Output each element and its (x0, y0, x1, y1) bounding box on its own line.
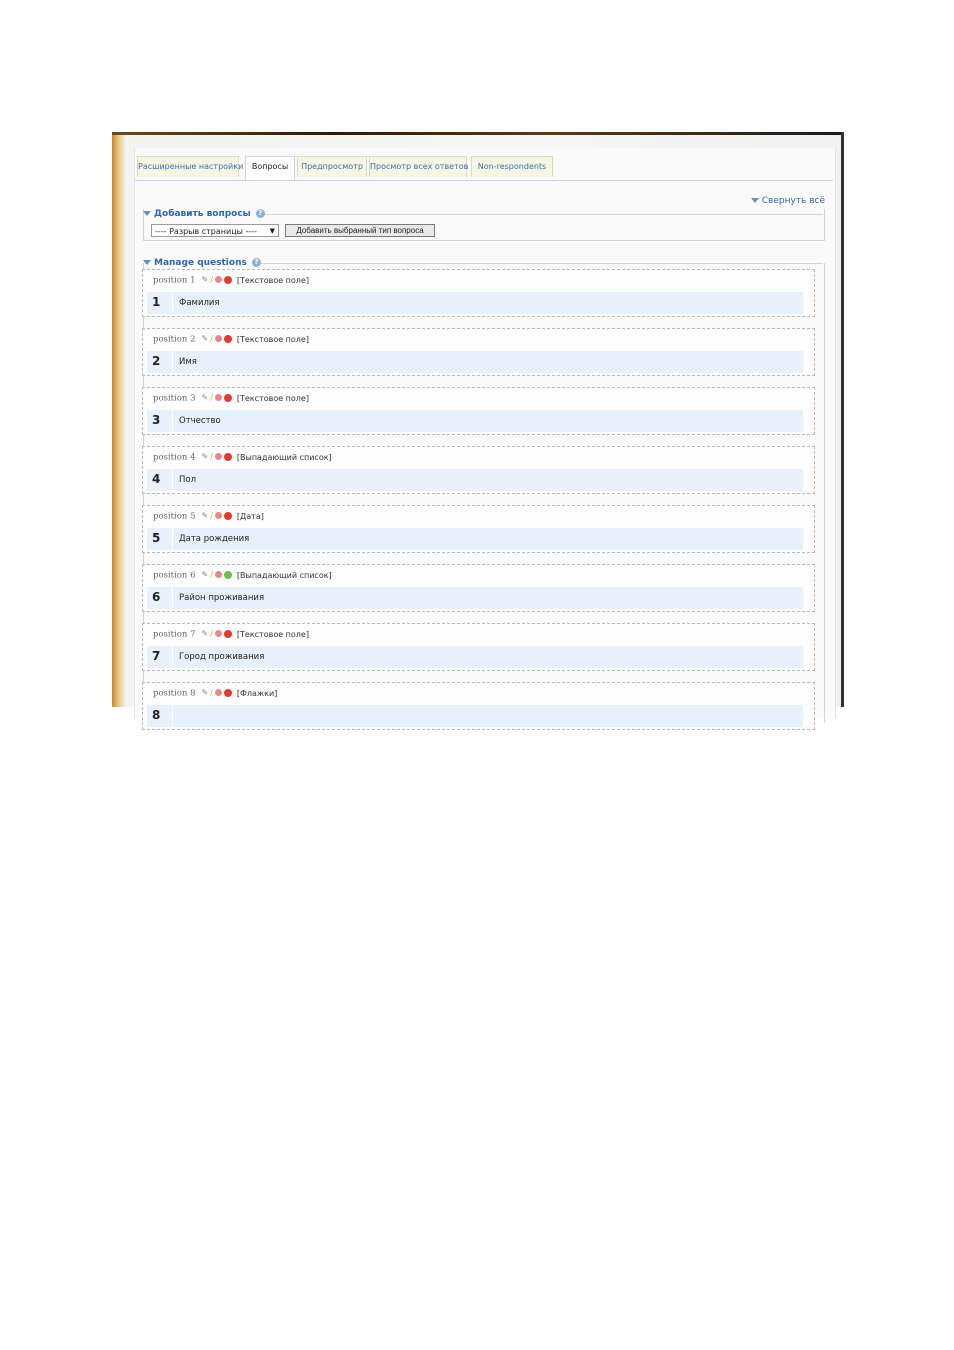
question-item (142, 682, 815, 730)
divider (172, 587, 173, 609)
status-dot-icon[interactable] (224, 630, 232, 638)
collapse-all-label: Свернуть всё (761, 196, 825, 206)
remove-icon[interactable] (215, 630, 222, 637)
tag-icon[interactable]: ✎ (201, 688, 209, 697)
status-dot-icon[interactable] (224, 394, 232, 402)
question-item (142, 387, 815, 435)
status-dot-icon[interactable] (224, 335, 232, 343)
question-row[interactable] (147, 410, 803, 432)
remove-icon[interactable] (215, 571, 222, 578)
question-label: Район проживания (179, 593, 265, 603)
question-actions (201, 275, 233, 285)
question-header (153, 275, 309, 286)
question-position: position 8 (153, 688, 196, 699)
question-item (142, 564, 815, 612)
divider (172, 528, 173, 550)
collapse-triangle-icon (143, 260, 151, 265)
pencil-icon[interactable]: ∕ (210, 511, 213, 520)
tag-icon[interactable]: ✎ (201, 452, 209, 461)
question-number: 4 (152, 472, 161, 486)
question-row[interactable] (147, 351, 803, 373)
question-type: [Текстовое поле] (236, 629, 309, 639)
question-type: [Выпадающий список] (236, 452, 332, 462)
question-header (153, 511, 264, 522)
question-position: position 2 (153, 334, 196, 345)
question-number: 5 (152, 531, 161, 545)
tag-icon[interactable]: ✎ (201, 511, 209, 520)
question-actions (201, 629, 233, 639)
question-actions (201, 570, 233, 580)
remove-icon[interactable] (215, 453, 222, 460)
divider (172, 469, 173, 491)
question-type-select[interactable] (151, 224, 279, 237)
question-type: [Флажки] (236, 688, 278, 698)
tag-icon[interactable]: ✎ (201, 334, 209, 343)
question-number: 3 (152, 413, 161, 427)
chevron-down-icon: ▼ (269, 227, 275, 235)
help-icon[interactable]: ? (256, 209, 265, 218)
remove-icon[interactable] (215, 689, 222, 696)
divider (172, 292, 173, 314)
question-item (142, 269, 815, 317)
question-position: position 3 (153, 393, 196, 404)
question-label: Город проживания (179, 652, 265, 662)
question-type: [Текстовое поле] (236, 393, 309, 403)
question-number: 2 (152, 354, 161, 368)
status-dot-icon[interactable] (224, 276, 232, 284)
tab-non-respondents[interactable]: Non-respondents (471, 156, 553, 177)
status-dot-icon[interactable] (224, 689, 232, 697)
question-position: position 4 (153, 452, 196, 463)
add-questions-toggle[interactable] (143, 209, 265, 219)
status-dot-icon[interactable] (224, 571, 232, 579)
tag-icon[interactable]: ✎ (201, 570, 209, 579)
collapse-triangle-icon (751, 198, 759, 203)
question-row[interactable] (147, 705, 803, 727)
question-number: 1 (152, 295, 161, 309)
question-number: 6 (152, 590, 161, 604)
question-position: position 5 (153, 511, 196, 522)
fieldset-border (257, 214, 823, 215)
question-position: position 1 (153, 275, 196, 286)
question-number: 8 (152, 708, 161, 722)
remove-icon[interactable] (215, 276, 222, 283)
divider (172, 351, 173, 373)
divider (172, 705, 173, 727)
collapse-triangle-icon (143, 211, 151, 216)
question-label: Имя (179, 357, 197, 367)
collapse-all-link[interactable] (751, 196, 825, 206)
remove-icon[interactable] (215, 394, 222, 401)
add-question-button[interactable]: Добавить выбранный тип вопроса (285, 224, 435, 237)
question-item (142, 328, 815, 376)
remove-icon[interactable] (215, 335, 222, 342)
question-item (142, 505, 815, 553)
tab-view-all-responses[interactable]: Просмотр всех ответов (369, 156, 467, 177)
pencil-icon[interactable]: ∕ (210, 688, 213, 697)
remove-icon[interactable] (215, 512, 222, 519)
question-type: [Текстовое поле] (236, 334, 309, 344)
question-actions (201, 393, 233, 403)
question-number: 7 (152, 649, 161, 663)
divider (172, 646, 173, 668)
pencil-icon[interactable]: ∕ (210, 275, 213, 284)
question-item (142, 623, 815, 671)
tab-questions[interactable]: Вопросы (245, 156, 295, 180)
question-type: [Дата] (236, 511, 264, 521)
pencil-icon[interactable]: ∕ (210, 334, 213, 343)
tab-advanced-settings[interactable]: Расширенные настройки (137, 156, 239, 177)
pencil-icon[interactable]: ∕ (210, 570, 213, 579)
question-row[interactable] (147, 292, 803, 314)
question-actions (201, 688, 233, 698)
question-actions (201, 334, 233, 344)
question-row[interactable] (147, 646, 803, 668)
question-header (153, 688, 277, 699)
question-header (153, 452, 332, 463)
screenshot-frame (112, 132, 844, 722)
manage-questions-title: Manage questions (154, 258, 247, 268)
question-row[interactable] (147, 469, 803, 491)
question-actions (201, 452, 233, 462)
question-type: [Текстовое поле] (236, 275, 309, 285)
question-label: Фамилия (179, 298, 220, 308)
survey-panel (134, 148, 836, 722)
question-position: position 6 (153, 570, 196, 581)
question-item (142, 446, 815, 494)
tag-icon[interactable]: ✎ (201, 629, 209, 638)
tab-bar (135, 156, 833, 181)
tab-preview[interactable]: Предпросмотр (297, 156, 367, 177)
manage-questions-toggle[interactable] (143, 258, 261, 268)
tag-icon[interactable]: ✎ (201, 393, 209, 402)
pencil-icon[interactable]: ∕ (210, 629, 213, 638)
divider (172, 410, 173, 432)
question-row[interactable] (147, 587, 803, 609)
help-icon[interactable]: ? (252, 258, 261, 267)
tag-icon[interactable]: ✎ (201, 275, 209, 284)
status-dot-icon[interactable] (224, 453, 232, 461)
status-dot-icon[interactable] (224, 512, 232, 520)
question-header (153, 570, 332, 581)
question-label: Отчество (179, 416, 221, 426)
question-actions (201, 511, 233, 521)
question-label: Дата рождения (179, 534, 250, 544)
fieldset-border (257, 263, 823, 264)
question-label: Пол (179, 475, 197, 485)
pencil-icon[interactable]: ∕ (210, 452, 213, 461)
question-type: [Выпадающий список] (236, 570, 332, 580)
question-header (153, 334, 309, 345)
question-position: position 7 (153, 629, 196, 640)
question-header (153, 629, 309, 640)
question-type-select-value: ---- Разрыв страницы ---- (155, 227, 258, 236)
question-header (153, 393, 309, 404)
add-questions-title: Добавить вопросы (154, 209, 251, 219)
question-row[interactable] (147, 528, 803, 550)
pencil-icon[interactable]: ∕ (210, 393, 213, 402)
